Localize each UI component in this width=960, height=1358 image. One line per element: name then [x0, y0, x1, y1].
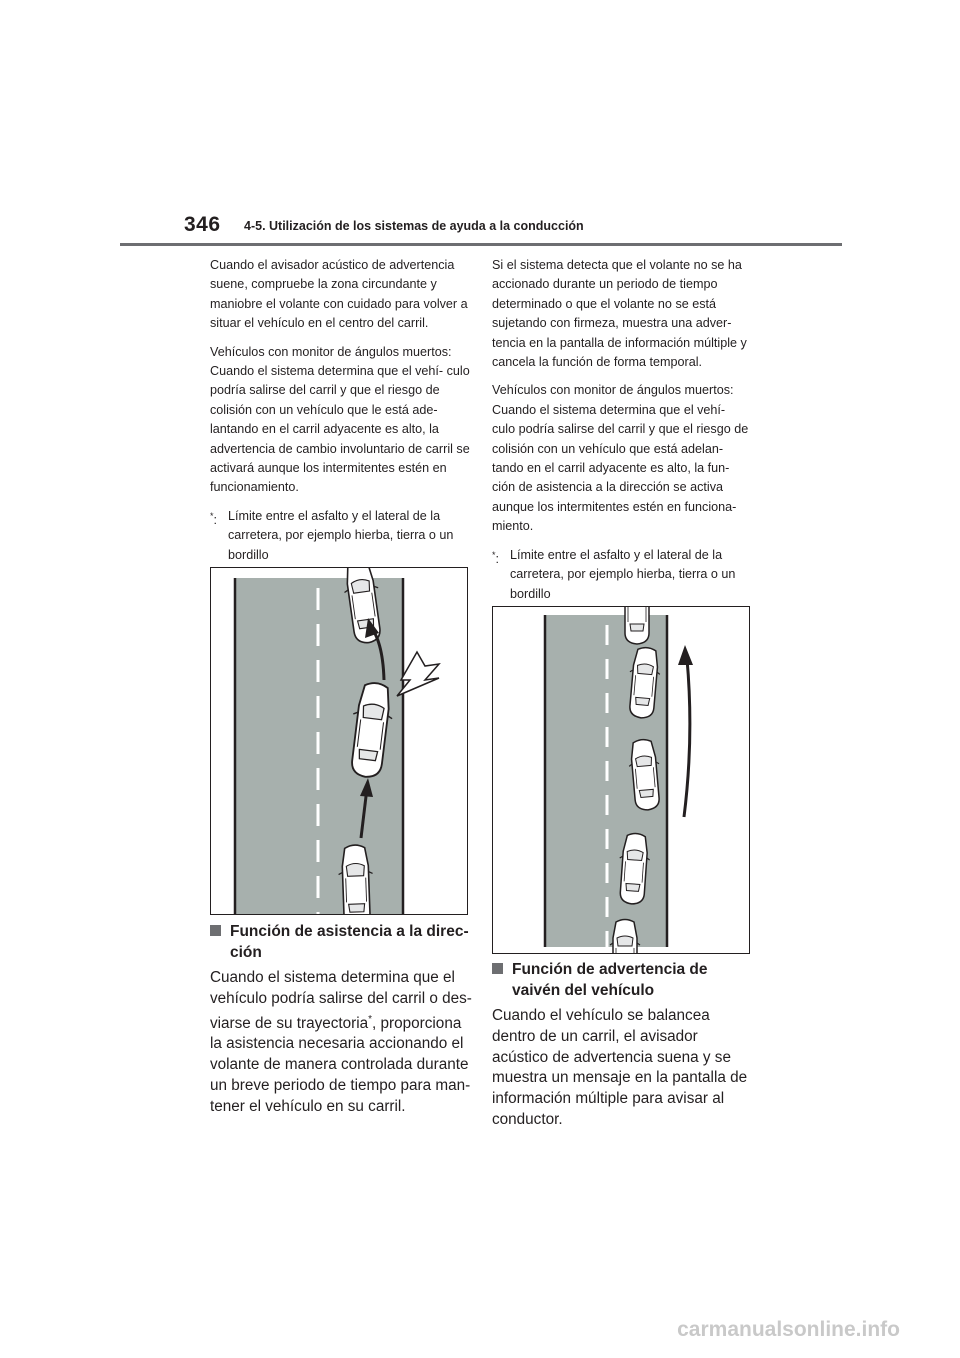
footnote: [492, 546, 750, 604]
left-column-top: [210, 256, 470, 574]
arrow-direction-head: [678, 645, 693, 665]
page-number: 346: [184, 213, 221, 236]
heading-square-icon: [210, 925, 221, 936]
right-column-bottom: [492, 959, 754, 1131]
figure-sway-warning: [492, 606, 750, 954]
paragraph: Cuando el avisador acústico de advertencia suene, compruebe la zona circundante y maniobre el volante con cuidado para volver a situar el vehículo en el centro del carril.: [210, 258, 468, 331]
paragraph: Vehículos con monitor de ángulos muertos: Cuando el sistema determina que el vehí- culo podría salirse del carril y que el riesgo de colisión con un vehículo que le está ade- lantando en el carril adyacente es alto, la advertencia de cambio involuntario de carril se activará aunque los intermitentes estén en funcionamiento.: [210, 344, 470, 495]
arrow-direction: [684, 659, 690, 817]
footnote-mark: *: [368, 1013, 373, 1025]
footnote-mark: *:: [210, 510, 218, 527]
lane-departure-illustration: [211, 568, 467, 914]
figure-lane-departure: [210, 567, 468, 915]
footnote-text: Límite entre el asfalto y el lateral de la carretera, por ejemplo hierba, tierra o un bordillo: [510, 547, 736, 601]
sway-warning-heading: Función de advertencia de vaivén del vehículo: [492, 959, 754, 1001]
footnote: [210, 507, 470, 565]
car: [622, 607, 652, 644]
paragraph: Vehículos con monitor de ángulos muertos: Cuando el sistema determina que el vehí- culo podría salirse del carril y que el riesgo de colisión con un vehículo que está adelan- tando en el carril adyacente es alto, la fun- ción de asistencia a la dirección se activa aunque los intermitentes estén en funciona- miento.: [492, 383, 749, 534]
header-rule: [120, 243, 842, 246]
heading-square-icon: [492, 963, 503, 974]
watermark: carmanualsonline.info: [677, 1318, 900, 1341]
left-column-bottom: [210, 921, 472, 1118]
footnote-text: Límite entre el asfalto y el lateral de la carretera, por ejemplo hierba, tierra o un bordillo: [228, 508, 454, 562]
paragraph: Si el sistema detecta que el volante no se ha accionado durante un periodo de tiempo determinado o que el volante no se está sujetando con firmeza, muestra una adver- tencia en la pantalla de información múltiple y cancela la función de forma temporal.: [492, 258, 747, 370]
sway-warning-illustration: [493, 607, 749, 953]
section-title: 4-5. Utilización de los sistemas de ayuda a la conducción: [244, 219, 584, 233]
sway-warning-body: Cuando el vehículo se balancea dentro de un carril, el avisador acústico de advertencia suena y se muestra un mensaje en la pantalla de información múltiple para avisar al conductor.: [492, 1007, 748, 1128]
right-column-top: [492, 256, 750, 613]
steering-assist-body: Cuando el sistema determina que el vehículo podría salirse del carril o des- viarse de su trayectoria*, proporciona la asistencia necesaria accionando el volante de manera controlada durante un breve periodo de tiempo para man- tener el vehículo en su carril.: [210, 969, 472, 1115]
steering-assist-heading: Función de asistencia a la direc- ción: [210, 921, 472, 963]
footnote-mark: *:: [492, 549, 500, 566]
